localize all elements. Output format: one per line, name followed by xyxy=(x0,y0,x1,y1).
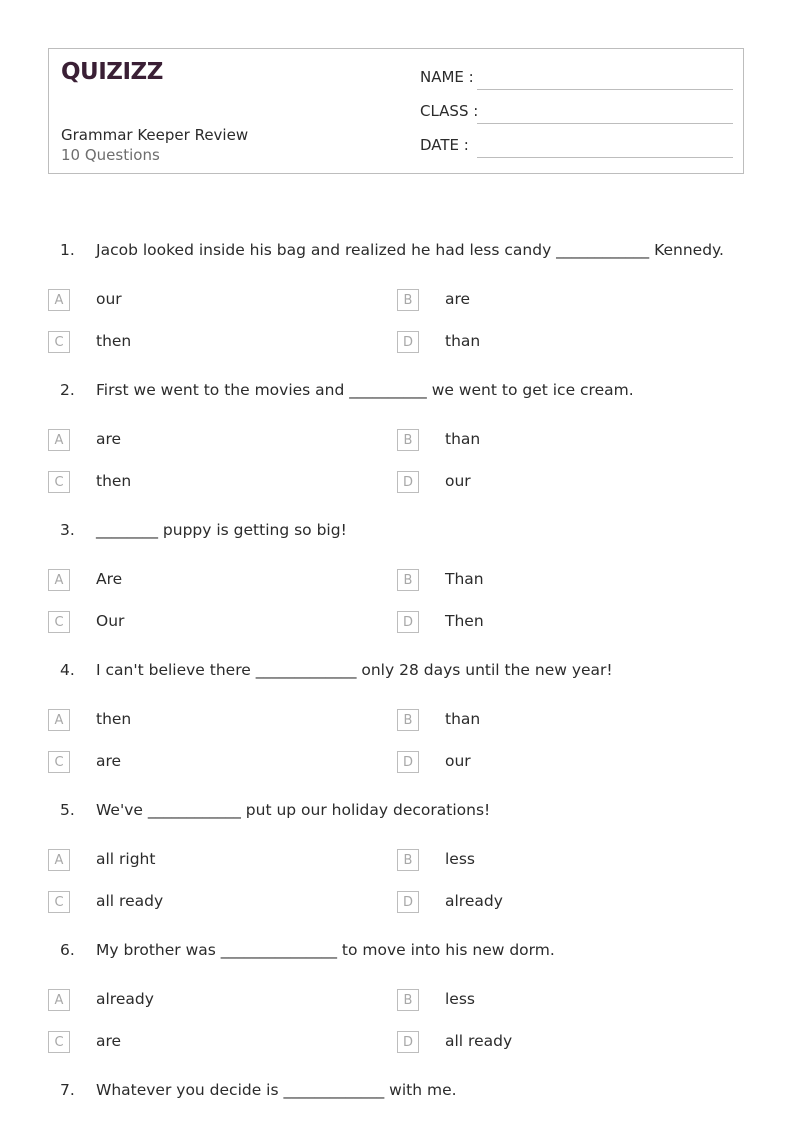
option-text: less xyxy=(445,990,475,1008)
option-text: already xyxy=(96,990,154,1008)
option-letter-box[interactable]: A xyxy=(48,709,70,731)
class-line[interactable] xyxy=(477,123,733,124)
option-text: already xyxy=(445,892,503,910)
name-line[interactable] xyxy=(477,89,733,90)
quizizz-logo: QUIZIZZ xyxy=(61,59,163,85)
option-letter-box[interactable]: C xyxy=(48,471,70,493)
option-letter-box[interactable]: B xyxy=(397,849,419,871)
option-text: Then xyxy=(445,612,484,630)
option-text: all ready xyxy=(96,892,164,910)
option-letter-box[interactable]: B xyxy=(397,289,419,311)
question-number: 4. xyxy=(60,661,75,679)
option-text: then xyxy=(96,472,132,490)
option-letter-box[interactable]: A xyxy=(48,289,70,311)
option-text: our xyxy=(96,290,122,308)
question-number: 5. xyxy=(60,801,75,819)
question-text: ________ puppy is getting so big! xyxy=(96,521,347,539)
option-letter-box[interactable]: D xyxy=(397,1031,419,1053)
option-letter-box[interactable]: B xyxy=(397,429,419,451)
option-letter-box[interactable]: B xyxy=(397,989,419,1011)
option-letter-box[interactable]: D xyxy=(397,891,419,913)
option-letter-box[interactable]: C xyxy=(48,331,70,353)
name-label: NAME : xyxy=(420,68,474,86)
class-label: CLASS : xyxy=(420,102,479,120)
option-text: all ready xyxy=(445,1032,513,1050)
option-letter-box[interactable]: B xyxy=(397,569,419,591)
question-number: 1. xyxy=(60,241,75,259)
option-text: are xyxy=(445,290,471,308)
option-letter-box[interactable]: A xyxy=(48,429,70,451)
option-letter-box[interactable]: A xyxy=(48,989,70,1011)
option-text: than xyxy=(445,430,481,448)
option-letter-box[interactable]: D xyxy=(397,751,419,773)
option-letter-box[interactable]: B xyxy=(397,709,419,731)
option-letter-box[interactable]: C xyxy=(48,891,70,913)
option-text: are xyxy=(96,430,122,448)
date-line[interactable] xyxy=(477,157,733,158)
question-text: Jacob looked inside his bag and realized he had less candy ____________ Kennedy. xyxy=(96,241,724,259)
option-text: all right xyxy=(96,850,156,868)
question-number: 6. xyxy=(60,941,75,959)
option-text: then xyxy=(96,710,132,728)
worksheet-title: Grammar Keeper Review xyxy=(61,126,249,144)
option-letter-box[interactable]: D xyxy=(397,471,419,493)
option-text: Our xyxy=(96,612,125,630)
option-text: less xyxy=(445,850,475,868)
question-count: 10 Questions xyxy=(61,146,160,164)
question-text: Whatever you decide is _____________ with me. xyxy=(96,1081,457,1099)
option-letter-box[interactable]: C xyxy=(48,751,70,773)
option-text: are xyxy=(96,1032,122,1050)
option-text: than xyxy=(445,332,481,350)
option-text: Are xyxy=(96,570,123,588)
date-label: DATE : xyxy=(420,136,469,154)
option-text: our xyxy=(445,752,471,770)
question-number: 7. xyxy=(60,1081,75,1099)
option-text: our xyxy=(445,472,471,490)
option-letter-box[interactable]: D xyxy=(397,331,419,353)
option-letter-box[interactable]: C xyxy=(48,611,70,633)
question-text: First we went to the movies and __________ we went to get ice cream. xyxy=(96,381,634,399)
question-text: My brother was _______________ to move into his new dorm. xyxy=(96,941,555,959)
question-number: 3. xyxy=(60,521,75,539)
option-text: then xyxy=(96,332,132,350)
option-text: are xyxy=(96,752,122,770)
option-letter-box[interactable]: A xyxy=(48,569,70,591)
question-text: I can't believe there _____________ only 28 days until the new year! xyxy=(96,661,613,679)
option-text: than xyxy=(445,710,481,728)
option-text: Than xyxy=(445,570,484,588)
worksheet-header xyxy=(48,48,744,174)
option-letter-box[interactable]: C xyxy=(48,1031,70,1053)
option-letter-box[interactable]: D xyxy=(397,611,419,633)
question-text: We've ____________ put up our holiday decorations! xyxy=(96,801,491,819)
option-letter-box[interactable]: A xyxy=(48,849,70,871)
question-number: 2. xyxy=(60,381,75,399)
